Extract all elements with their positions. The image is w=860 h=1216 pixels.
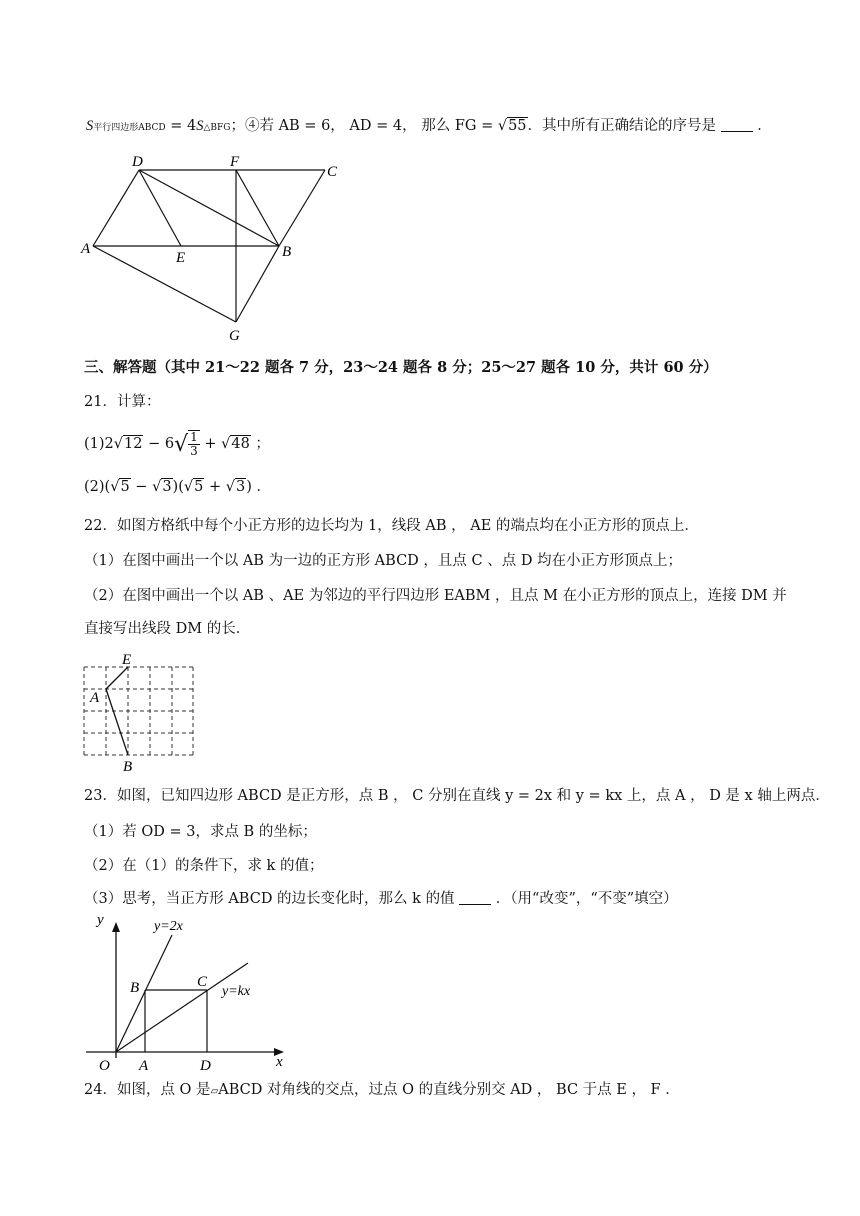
label-G: G [229, 328, 240, 344]
line-label-ykx: y=kx [222, 984, 251, 999]
point-label-C: C [197, 974, 208, 990]
q23-part2: （2）在（1）的条件下，求 k 的值； [84, 858, 324, 874]
conclusion-4-text: ；④若 AB = 6， AD = 4， 那么 FG = [230, 118, 498, 134]
section-title: 三、解答题（其中 21～22 题各 7 分，23～24 题各 8 分；25～27 题各 10 分，共计 60 分） [84, 359, 718, 376]
q21-p1-minus: − 6 [143, 436, 175, 452]
grid-label-E: E [122, 652, 132, 668]
label-F: F [230, 154, 240, 170]
q24-stem [84, 1080, 680, 1102]
area-symbol: S [86, 118, 94, 134]
label-A: A [81, 241, 91, 257]
sqrt-3: 3 [162, 479, 172, 495]
sqrt-symbol: √ [183, 479, 194, 495]
q21-stem: 21．计算： [84, 394, 161, 410]
label-B: B [282, 244, 292, 260]
sqrt-symbol: √ [152, 479, 162, 495]
q23-part3-text: （3）思考，当正方形 ABCD 的边长变化时，那么 k 的值 [84, 891, 455, 907]
sqrt-12: 12 [124, 436, 143, 452]
sqrt-symbol: √ [113, 436, 124, 452]
fraction-denominator: 3 [190, 444, 198, 458]
axis-label-x: x [276, 1054, 283, 1070]
q21-p1-plus: + [199, 436, 222, 452]
point-label-D: D [200, 1058, 211, 1074]
area-symbol-2: S [196, 118, 204, 134]
answer-prompt: ．其中所有正确结论的序号是 [527, 118, 717, 134]
sqrt-symbol: √ [225, 479, 235, 495]
area-equation: = 4 [165, 118, 197, 134]
sqrt-55: 55 [508, 118, 527, 134]
q20-end: ． [757, 118, 772, 134]
q22-part2a: （2）在图中画出一个以 AB 、AE 为邻边的平行四边形 EABM ，且点 M 在小正方形的顶点上，连接 DM 并 [84, 588, 787, 604]
point-label-B: B [130, 980, 140, 996]
q24-stem-b: ABCD 对角线的交点，过点 O 的直线分别交 AD ， BC 于点 E ， F ． [218, 1082, 680, 1098]
axis-label-y: y [97, 912, 104, 928]
q22-part1: （1）在图中画出一个以 AB 为一边的正方形 ABCD ，且点 C 、点 D 均在小正方形顶点上； [84, 553, 683, 569]
sqrt-5b: 5 [194, 479, 204, 495]
q23-part3-end: ．（用“改变”，“不变”填空） [495, 891, 678, 907]
sqrt-symbol: √ [174, 432, 189, 457]
q22-part2b: 直接写出线段 DM 的长． [84, 621, 251, 637]
origin-label-O: O [99, 1058, 110, 1074]
parallelogram-symbol: ▱ [210, 1086, 219, 1097]
line-label-y2x: y=2x [154, 919, 183, 934]
sqrt-5: 5 [120, 479, 130, 495]
label-E: E [176, 250, 186, 266]
q21-p1-coef: (1)2 [84, 436, 114, 452]
label-C: C [327, 164, 338, 180]
label-D: D [132, 154, 143, 170]
point-label-A: A [139, 1058, 149, 1074]
q21-p2-minus: − [130, 479, 153, 495]
grid-label-A: A [90, 690, 100, 706]
q24-stem-a: 24．如图，点 O 是 [84, 1082, 211, 1098]
q21-p2-plus: + [204, 479, 226, 495]
area-subscript-triangle: △BFG [203, 123, 231, 133]
sqrt-symbol: √ [221, 436, 231, 452]
q21-p1-end: ； [250, 436, 270, 452]
sqrt-symbol: √ [497, 118, 508, 134]
q22-stem: 22．如图方格纸中每个小正方形的边长均为 1，线段 AB ， AE 的端点均在小正方形的顶点上． [84, 518, 699, 534]
q23-part1: （1）若 OD = 3，求点 B 的坐标； [84, 824, 317, 840]
sqrt-symbol: √ [110, 479, 120, 495]
q21-p2-c: )( [172, 479, 184, 495]
sqrt-3b: 3 [235, 479, 246, 495]
q21-p2-a: (2)( [84, 479, 111, 495]
fraction-numerator: 1 [190, 430, 198, 444]
q23-stem: 23．如图，已知四边形 ABCD 是正方形，点 B ， C 分别在直线 y = 2x 和 y = kx 上，点 A ， D 是 x 轴上两点． [84, 788, 830, 804]
q21-p2-end: ) ． [246, 479, 271, 495]
area-subscript-parallelogram: 平行四边形ABCD [93, 123, 166, 133]
grid-label-B: B [123, 759, 133, 775]
sqrt-48: 48 [231, 436, 250, 452]
